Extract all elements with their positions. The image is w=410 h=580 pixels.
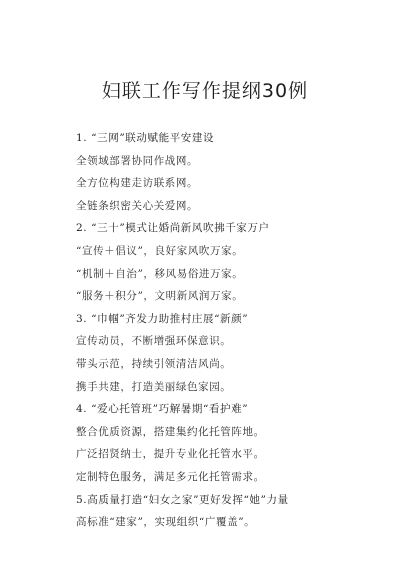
section-heading-3: 3. “巾帼”齐发力助推村庄展“新颜”: [76, 312, 249, 325]
document-title: 妇联工作写作提纲30例: [101, 80, 309, 102]
body-line: “服务＋积分”，文明新风润万家。: [76, 290, 244, 303]
body-line: 全链条织密关心关爱网。: [76, 199, 199, 212]
section-heading-2: 2. “三十”模式让婚尚新风吹拂千家万户: [76, 222, 270, 235]
body-line: 全领域部署协同作战网。: [76, 154, 199, 167]
body-line: 全方位构建走访联系网。: [76, 177, 199, 190]
body-line: 携手共建，打造美丽绿色家园。: [76, 380, 232, 393]
section-heading-5: 5.高质量打造“妇女之家”更好发挥“她”力量: [76, 493, 289, 506]
body-line: 高标准“建家”，实现组织“广覆盖”。: [76, 516, 256, 529]
body-line: “宣传＋倡议”，良好家风吹万家。: [76, 244, 244, 257]
body-line: 整合优质资源，搭建集约化托管阵地。: [76, 425, 265, 438]
body-line: 广泛招贤纳士，提升专业化托管水平。: [76, 448, 265, 461]
document-body: [76, 127, 376, 534]
body-line: 宣传动员，不断增强环保意识。: [76, 335, 232, 348]
body-line: “机制＋自治”，移风易俗进万家。: [76, 267, 244, 280]
section-heading-4: 4. “爱心托管班”巧解暑期“看护难”: [76, 403, 249, 416]
body-line: 定制特色服务，满足多元化托管需求。: [76, 470, 265, 483]
section-heading-1: 1. “三网”联动赋能平安建设: [76, 132, 215, 144]
body-line: 带头示范，持续引领清洁风尚。: [76, 357, 232, 370]
